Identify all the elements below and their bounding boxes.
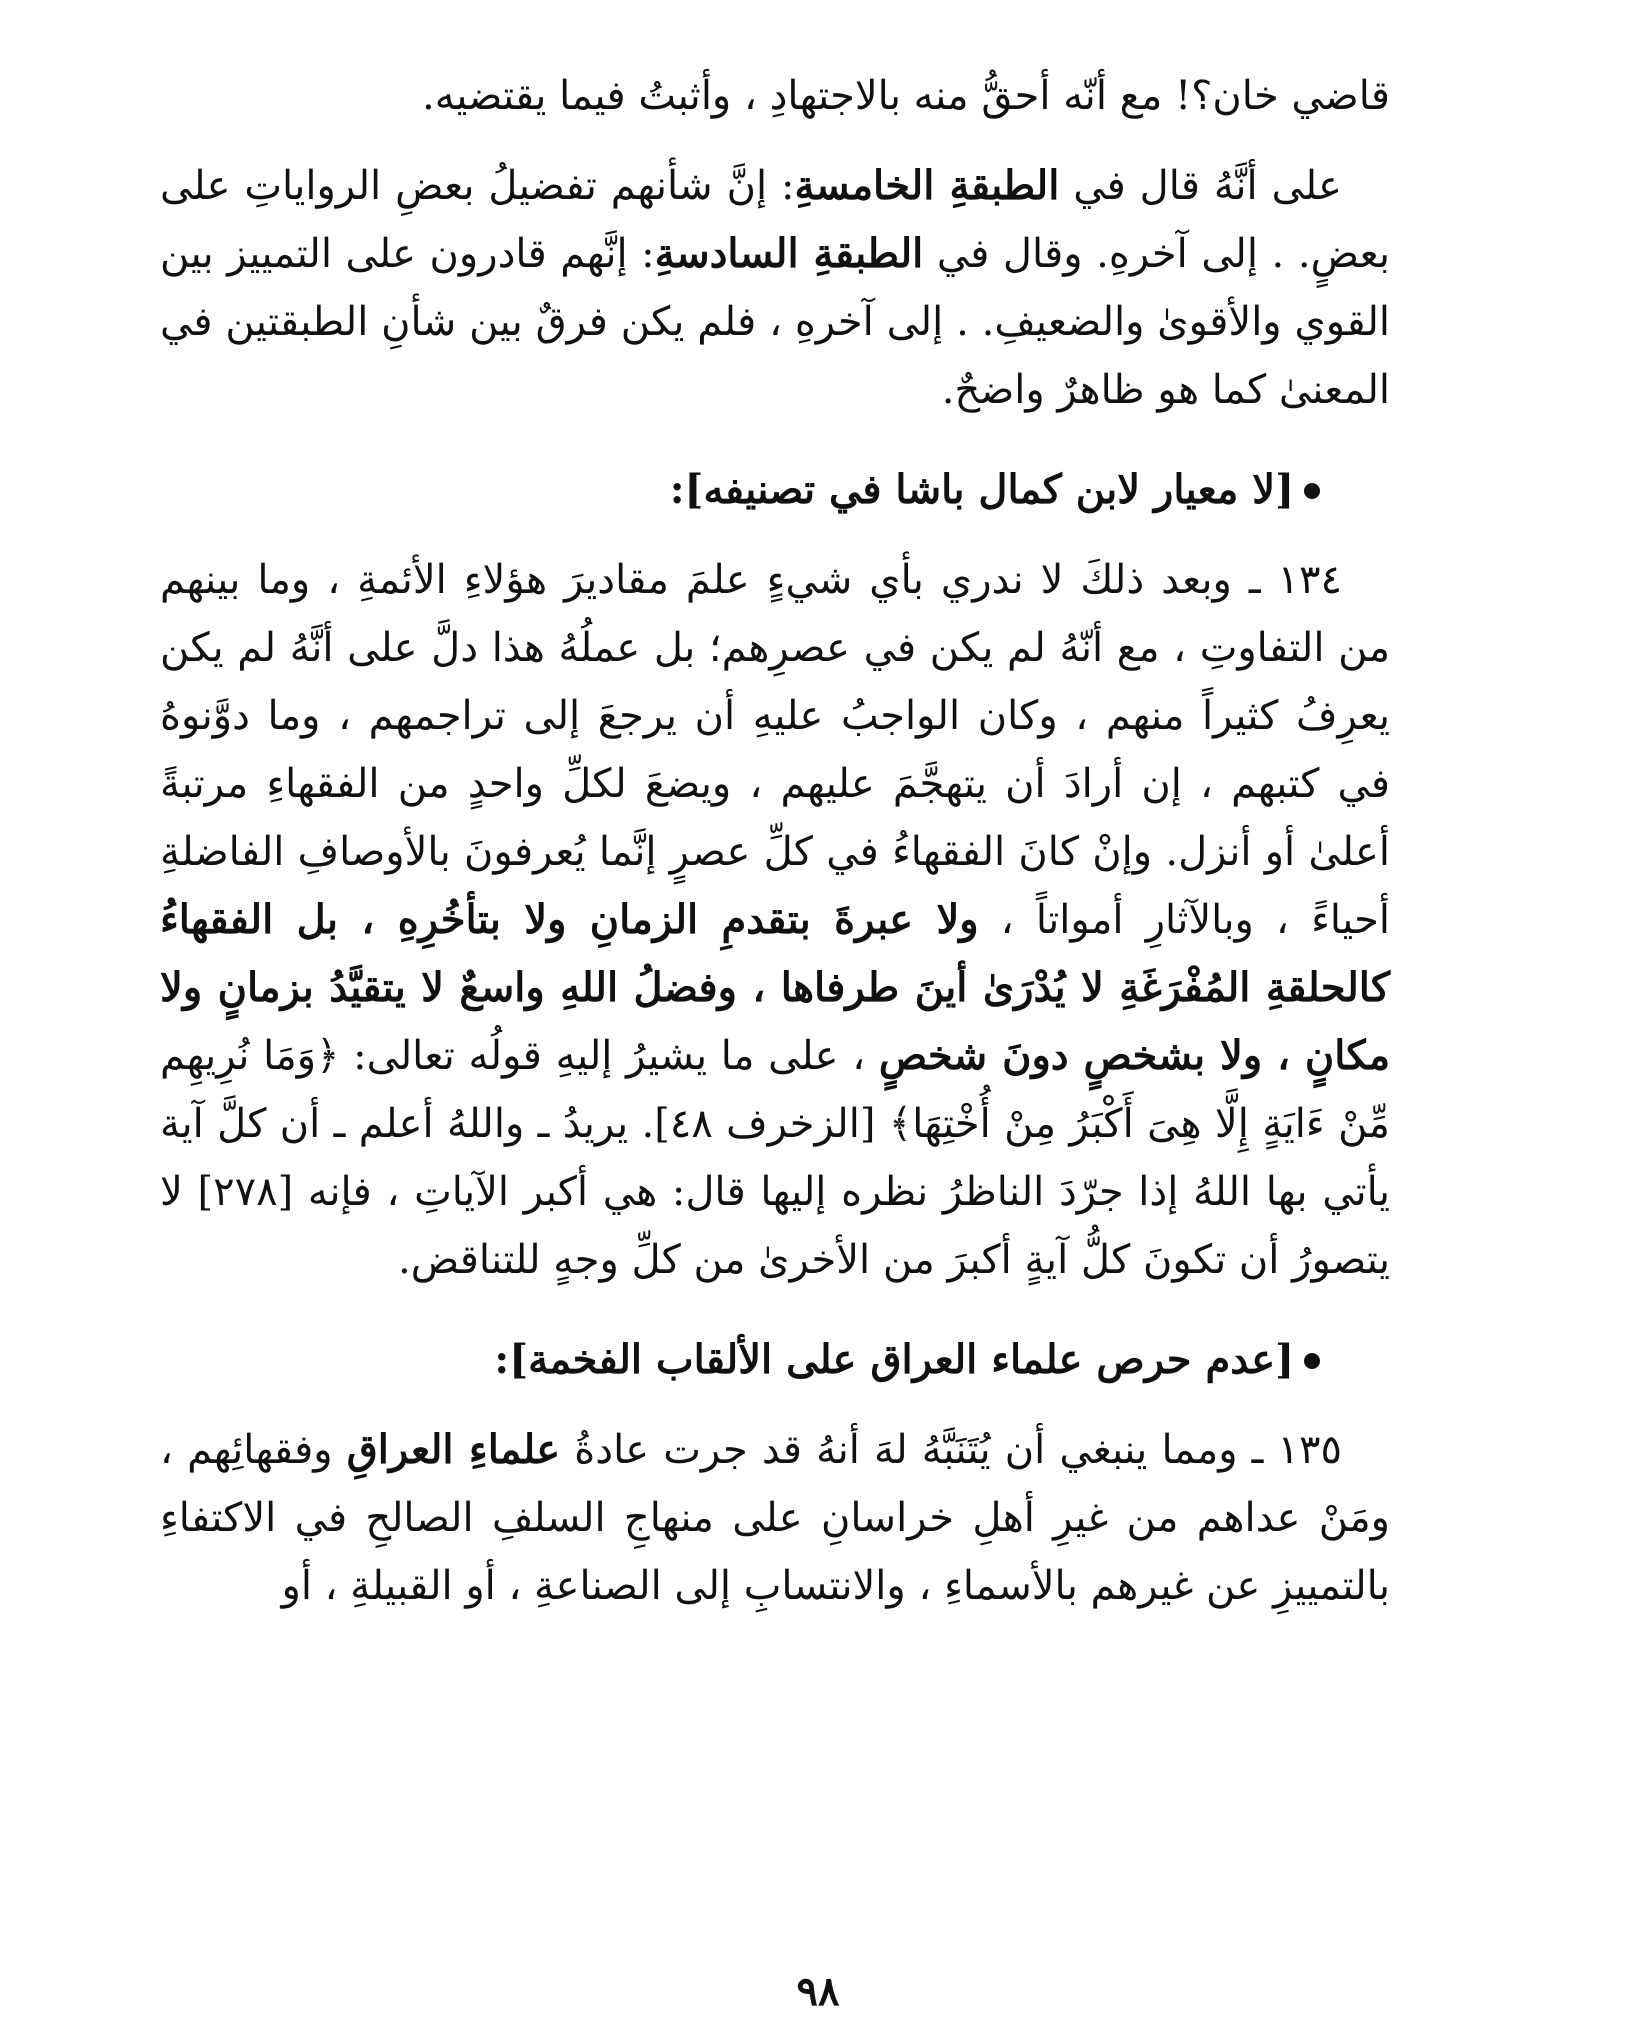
continuation-text: قاضي خان؟! مع أنّه أحقُّ منه بالاجتهادِ ، وأثبتُ فيما يقتضيه. xyxy=(422,73,1390,119)
page-number: ٩٨ xyxy=(796,1968,840,2015)
paragraph-text: على أنَّهُ قال في xyxy=(1059,163,1342,209)
bold-term: علماءِ العراقِ xyxy=(346,1426,561,1473)
paragraph-text: ١٣٤ ـ وبعد ذلكَ لا ندري بأي شيءٍ علمَ مقاديرَ هؤلاءِ الأئمةِ ، وما بينهم من التفاوتِ ، مع أنّهُ لم يكن في عصرِهم؛ بل عملُهُ هذا دلَّ على أنَّهُ لم يكن يعرِفُ كثيراً منهم ، وكان الواجبُ عليهِ أن يرجعَ إلى تراجمهم ، وما دوَّنوهُ في كتبهم ، إن أرادَ أن يتهجَّمَ عليهم ، ويضعَ لكلِّ واحدٍ من الفقهاءِ مرتبةً أعلىٰ أو أنزل. وإنْ كانَ الفقهاءُ في كلِّ عصرٍ إنَّما يُعرفونَ بالأوصافِ الفاضلةِ أحياءً ، وبالآثارِ أمواتاً ، xyxy=(160,557,1390,943)
spacer xyxy=(160,1394,1390,1416)
heading-text: [عدم حرص علماء العراق على الألقاب الفخمة]: xyxy=(494,1336,1294,1383)
spacer xyxy=(160,424,1390,456)
section-heading xyxy=(160,456,1390,524)
spacer xyxy=(160,1294,1390,1326)
paragraph-text: : إنَّ شأنهم تفضيلُ بعضِ الرواياتِ على بعضٍ. . إلى آخرهِ. وقال في xyxy=(160,163,1391,277)
paragraph-135 xyxy=(160,1416,1390,1620)
paragraph-text: وفقهائِهم ، ومَنْ عداهم من غيرِ أهلِ خراسانِ على منهاجِ السلفِ الصالحِ في الاكتفاءِ بالتمييزِ عن غيرهم بالأسماءِ ، والانتسابِ إلى الصناعةِ ، أو القبيلةِ ، أو xyxy=(160,1427,1390,1609)
page-body xyxy=(160,62,1390,1620)
paragraph-134 xyxy=(160,546,1390,1294)
bold-passage: ولا عبرةَ بتقدمِ الزمانِ ولا بتأخُرِهِ ، بل الفقهاءُ كالحلقةِ المُفْرَغَةِ لا يُدْرَىٰ أينَ طرفاها ، وفضلُ اللهِ واسعٌ لا يتقيَّدُ بزمانٍ ولا مكانٍ ، ولا بشخصٍ دونَ شخصٍ xyxy=(160,896,1391,1079)
section-heading xyxy=(160,1326,1390,1394)
bold-term: الطبقةِ السادسةِ xyxy=(654,230,924,277)
heading-text: [لا معيار لابن كمال باشا في تصنيفه]: xyxy=(669,466,1294,513)
paragraph-text: ، على ما يشيرُ إليهِ قولُه تعالى: ﴿وَمَا نُرِيهِم مِّنْ ءَايَةٍ إِلَّا هِىَ أَكْبَرُ مِنْ أُخْتِهَا﴾ [الزخرف ٤٨]. يريدُ ـ واللهُ أعلم ـ أن كلَّ آية يأتي بها اللهُ إذا جرّدَ الناظرُ نظره إليها قال: هي أكبر الآياتِ ، فإنه [٢٧٨] لا يتصورُ أن تكونَ كلُّ آيةٍ أكبرَ من الأخرىٰ من كلِّ وجهٍ للتناقض. xyxy=(160,1033,1391,1283)
spacer xyxy=(160,524,1390,546)
spacer xyxy=(160,130,1390,152)
bullet-icon xyxy=(1304,1353,1320,1369)
paragraph-tabaqat xyxy=(160,152,1390,424)
bold-term: الطبقةِ الخامسةِ xyxy=(794,162,1060,209)
bullet-icon xyxy=(1304,483,1320,499)
paragraph-continuation xyxy=(160,62,1390,130)
paragraph-text: ١٣٥ ـ ومما ينبغي أن يُتَنَبَّهُ لهَ أنهُ قد جرت عادةُ xyxy=(560,1427,1342,1473)
paragraph-text: : إنَّهم قادرون على التمييز بين القوي والأقوىٰ والضعيفِ. . إلى آخرهِ ، فلم يكن فرقٌ بين شأنِ الطبقتين في المعنىٰ كما هو ظاهرٌ واضحٌ. xyxy=(160,231,1390,413)
